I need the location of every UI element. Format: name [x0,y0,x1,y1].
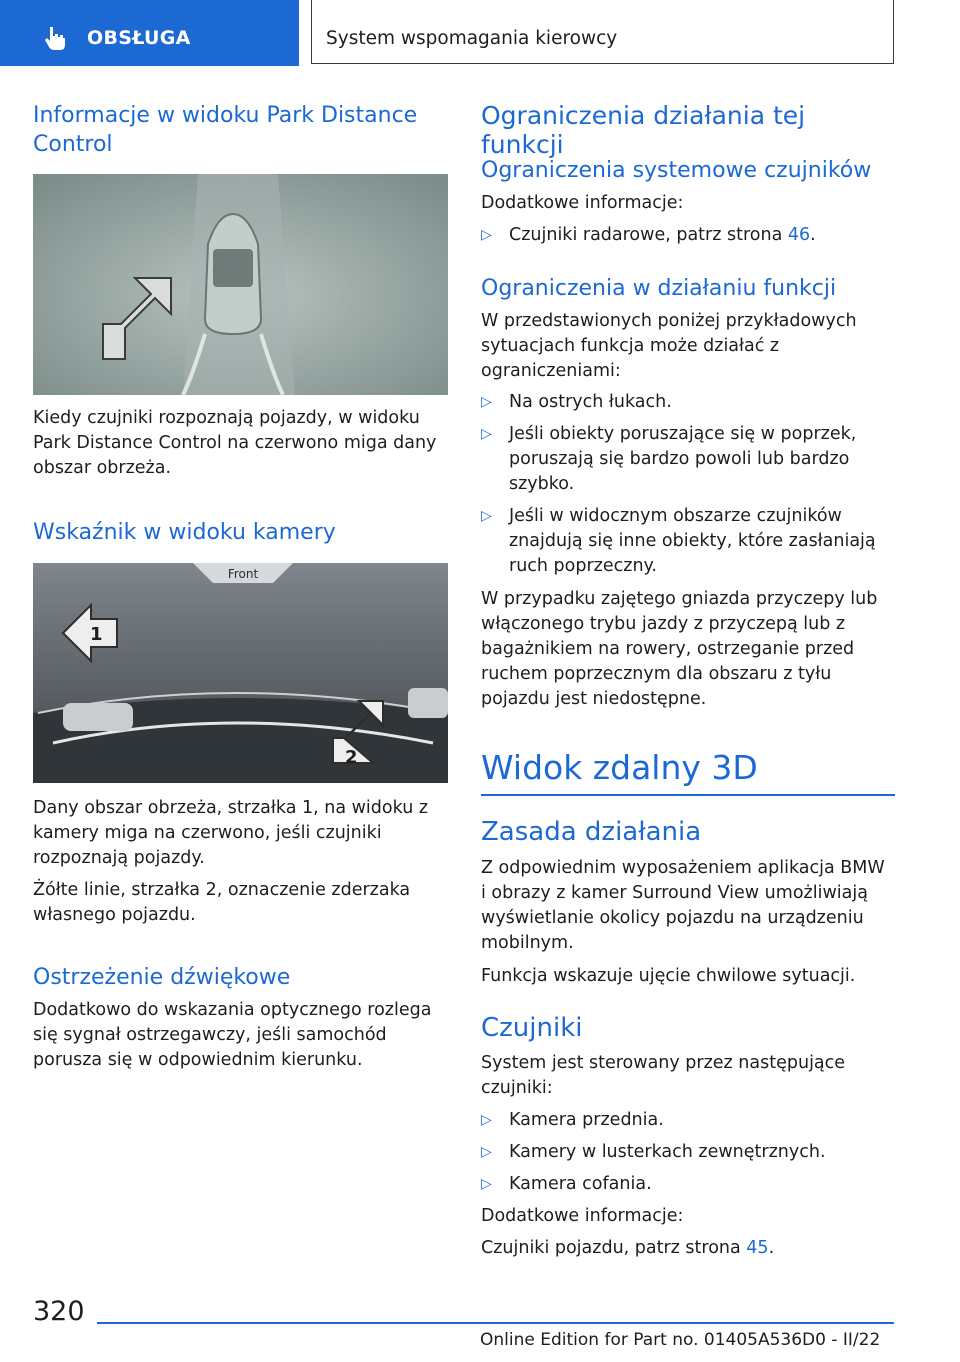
front-label: Front [227,567,259,581]
page-number: 320 [33,1296,85,1327]
radar-page-link[interactable]: 46 [787,225,811,245]
snapshot-text: Funkcja wskazuje ujęcie chwilowe sytuacji. [481,966,856,986]
more-info-2: Dodatkowe informacje: [481,1206,684,1226]
chapter-title: System wspomagania kierowcy [326,28,618,49]
vehicle-sensors-text: Czujniki pojazdu, patrz strona [481,1238,747,1258]
sensor-bullet-1: Kamera przednia. [509,1110,664,1130]
camera-view-image [33,563,448,783]
footer-rule [97,1322,894,1324]
sensor-bullet-3: Kamera cofania. [509,1174,652,1194]
triangle-right-icon: ▷ [481,508,492,524]
list-item [481,1108,895,1133]
pdc-text: Kiedy czujniki rozpoznają pojazdy, w widoku Park Distance Control na czerwono miga dany obszar obrzeża. [33,408,437,478]
limits-heading: Ograniczenia działania tej funkcji [481,101,806,159]
footer-edition: Online Edition for Part no. 01405A536D0 - II/22 [480,1330,881,1350]
list-item [481,422,895,497]
list-item [481,504,895,579]
limit-bullet-3: Jeśli w widocznym obszarze czujników znajdują się inne obiekty, które zasłaniają ruch poprzeczny. [509,506,876,576]
heading-rule [481,794,895,796]
section-tab [0,0,299,66]
radar-bullet-text: Czujniki radarowe, patrz strona [509,225,788,245]
trailer-text: W przypadku zajętego gniazda przyczepy lub włączonego trybu jazdy z przyczepą lub z bagażnikiem na rowery, ostrzeganie przed ruchem poprzecznym dla obszaru z tyłu pojazdu jest niedostępne. [481,589,878,709]
section-label: OBSŁUGA [87,27,191,49]
camera-heading: Wskaźnik w widoku kamery [33,520,336,545]
camera-text-2: Żółte linie, strzałka 2, oznaczenie zderzaka własnego pojazdu. [33,880,411,925]
vehicle-sensors-line: Czujniki pojazdu, patrz strona 45. [481,1238,775,1258]
sensors-heading: Czujniki [481,1013,583,1043]
hand-pointer-icon [42,25,68,51]
limit-bullet-1: Na ostrych łukach. [509,392,672,412]
triangle-right-icon: ▷ [481,1144,492,1160]
list-item [481,1172,895,1197]
function-limits-heading: Ograniczenia w działaniu funkcji [481,276,837,301]
triangle-right-icon: ▷ [481,1112,492,1128]
triangle-right-icon: ▷ [481,394,492,410]
pdc-view-image [33,174,448,395]
sensor-limits-heading: Ograniczenia systemowe czujników [481,158,872,183]
list-item [481,1140,895,1165]
principle-text: Z odpowiednim wyposażeniem aplikacja BMW i obrazy z kamer Surround View umożliwiają wyświetlanie okolicy pojazdu na urządzeniu mobilnym. [481,858,885,953]
pdc-heading: Informacje w widoku Park Distance Control [33,103,418,157]
triangle-right-icon: ▷ [481,426,492,442]
triangle-right-icon: ▷ [481,227,492,243]
limit-bullet-2: Jeśli obiekty poruszające się w poprzek, poruszają się bardzo powoli lub bardzo szybko. [509,424,857,494]
list-item: ▷ Czujniki radarowe, patrz strona 46. [481,223,895,248]
sensor-bullet-2: Kamery w lusterkach zewnętrznych. [509,1142,826,1162]
camera-text-1: Dany obszar obrzeża, strzałka 1, na widoku z kamery miga na czerwono, jeśli czujniki rozpoznają pojazdy. [33,798,429,868]
sensors-intro: System jest sterowany przez następujące czujniki: [481,1053,846,1098]
list-item [481,390,895,415]
callout-1: 1 [90,624,103,645]
acoustic-heading: Ostrzeżenie dźwiękowe [33,965,291,990]
vehicle-sensors-page-link[interactable]: 45 [746,1238,769,1258]
more-info-1: Dodatkowe informacje: [481,193,684,213]
function-limits-intro: W przedstawionych poniżej przykładowych sytuacjach funkcja może działać z ograniczeniami: [481,311,857,381]
callout-2: 2 [345,747,358,768]
triangle-right-icon: ▷ [481,1176,492,1192]
remote-heading: Widok zdalny 3D [481,748,758,787]
principle-heading: Zasada działania [481,817,702,847]
acoustic-text: Dodatkowo do wskazania optycznego rozlega się sygnał ostrzegawczy, jeśli samochód porusza się w odpowiednim kierunku. [33,1000,432,1070]
